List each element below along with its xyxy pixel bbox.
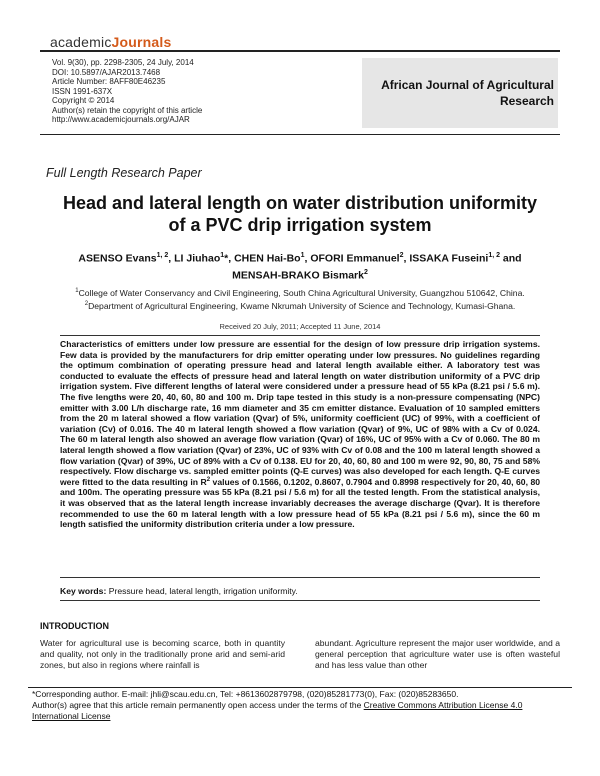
journal-name: African Journal of Agricultural Research <box>381 78 554 108</box>
corresponding-footnote <box>32 689 568 722</box>
header-bottom-rule <box>40 134 560 135</box>
keywords-rule <box>60 600 540 601</box>
corresponding-author: *Corresponding author. E-mail: jhli@scau.edu.cn, Tel: +8613602879798, (020)85281773(0), Fax: (020)85283650. <box>32 689 459 699</box>
header-rule <box>40 50 560 52</box>
meta-copyright: Copyright © 2014 <box>52 96 115 105</box>
author-name: MENSAH-BRAKO Bismark <box>232 269 364 281</box>
meta-rights: Author(s) retain the copyright of this article <box>52 105 203 115</box>
abstract: Characteristics of emitters under low pressure are essential for the design of low pressure drip irrigation systems. Few data is provided by the manufacturers for drip emitter operating under low pressures. No guidelines regarding the optimum combination of operating pressure head and lateral length available either. A laboratory test was conducted to evaluate the effects of pressure head and lateral length on water distribution uniformity of a PVC drip irrigation system. Five different lengths of lateral were considered under a pressure head of 55 kPa (8.21 psi / 5.6 m). The five lengths were 20, 40, 60, 80 and 100 m. Drip tape tested in this study is a non-pressure compensating (NPC) emitter with 3.00 L/h discharge rate, 16 mm diameter and 35 cm emitter distance. Evaluation of 10 sampled emitters from the 20 m lateral showed a flow variation (Qvar) of 5%, uniformity coefficient (UC) of 99%, with a coefficient of variation (Cv) of 0.016. The 40 m lateral length showed a flow variation (Qvar) of 9%, UC of 98% with a Cv of 0.024. The 60 m lateral length also showed an average flow variation (Qvar) of 16%, UC of 95% with a Cv of 0.060. The 80 m lateral length showed a flow variation (Qvar) of 23%, UC of 93% with Cv of 0.08 and the 100 m lateral length showed a flow variation (Qvar) of 39%, UC of 89% with a Cv of 0.138. EU for 20, 40, 60, 80 and 100 m were 92, 90, 80, 75 and 58% respectively. Flow discharge vs. sampled emitter points (Q-E curves) was also developed for each length. Q-E curves were fitted to the data resulting in $R^2$ values of 0.1566, 0.1202, 0.8607, 0.7904 and 0.8998 respectively for 20, 40, 60, 80 and 100m. The operating pressure was 55 kPa (8.21 psi / 5.6 m) for all the tested length. From the statistical analysis, it was observed that as the lateral length increase invariably decreases the average discharge (Qvar). It is therefore recommended to use the 60 m lateral length with a low pressure head of 55 kPa (8.21 psi / 5.6 m), since the 60 m length satisfied the uniformity distribution criteria under a low pressure. <box>60 339 541 530</box>
author-name: LI Jiuhao <box>174 252 221 265</box>
author-name: ISSAKA Fuseini <box>409 252 489 265</box>
meta-article-number: Article Number: 8AFF80E46235 <box>52 77 166 86</box>
author-name: ASENSO Evans <box>78 252 157 265</box>
abstract-bottom-rule <box>60 577 540 578</box>
meta-doi: DOI: 10.5897/AJAR2013.7468 <box>52 67 161 77</box>
article-meta <box>52 58 232 125</box>
received-dates: Received 20 July, 2011; Accepted 11 June, 2014 <box>219 322 381 331</box>
meta-issn: ISSN 1991-637X <box>52 86 113 96</box>
paper-title: Head and lateral length on water distribution uniformity of a PVC drip irrigation system <box>62 193 538 235</box>
body-column-right: abundant. Agriculture represent the major user worldwide, and a general perception that agriculture water use is often wasteful and has less value than other <box>315 638 560 670</box>
section-heading-introduction: INTRODUCTION <box>40 621 109 631</box>
abstract-top-rule <box>60 335 540 336</box>
meta-volume: Vol. 9(30), pp. 2298-2305, 24 July, 2014 <box>52 58 194 67</box>
affiliation-2: $^2$Department of Agricultural Engineering, Kwame Nkrumah University of Science and Technology, Kumasi-Ghana. <box>84 300 516 311</box>
affiliation-1: $^1$College of Water Conservancy and Civil Engineering, South China Agricultural University, Guangzhou 510642, China. <box>75 287 525 298</box>
license-link[interactable]: Creative Commons Attribution License 4.0 International License <box>32 700 523 721</box>
author-name: CHEN Hai-Bo <box>234 252 301 265</box>
publisher-logo: academicJournals <box>50 34 172 50</box>
body-column-left: Water for agricultural use is becoming scarce, both in quantity and quality, not only in the traditionally prone arid and semi-arid zones, but also in regions where rainfall is <box>40 638 285 670</box>
license-statement: Author(s) agree that this article remain permanently open access under the terms of the <box>32 700 364 710</box>
author-name: OFORI Emmanuel <box>310 252 400 265</box>
affiliations <box>40 286 560 312</box>
keywords: Key words: Pressure head, lateral length, irrigation uniformity. <box>60 586 298 596</box>
author-list: ASENSO Evans$^{1, 2}$, LI Jiuhao$^1$*, CHEN Hai-Bo$^1$, OFORI Emmanuel$^2$, ISSAKA Fuseini$^{1, 2}$ and MENSAH-BRAKO Bismark$^2$ <box>78 252 522 281</box>
paper-type: Full Length Research Paper <box>46 166 202 180</box>
meta-url[interactable]: http://www.academicjournals.org/AJAR <box>52 115 190 124</box>
